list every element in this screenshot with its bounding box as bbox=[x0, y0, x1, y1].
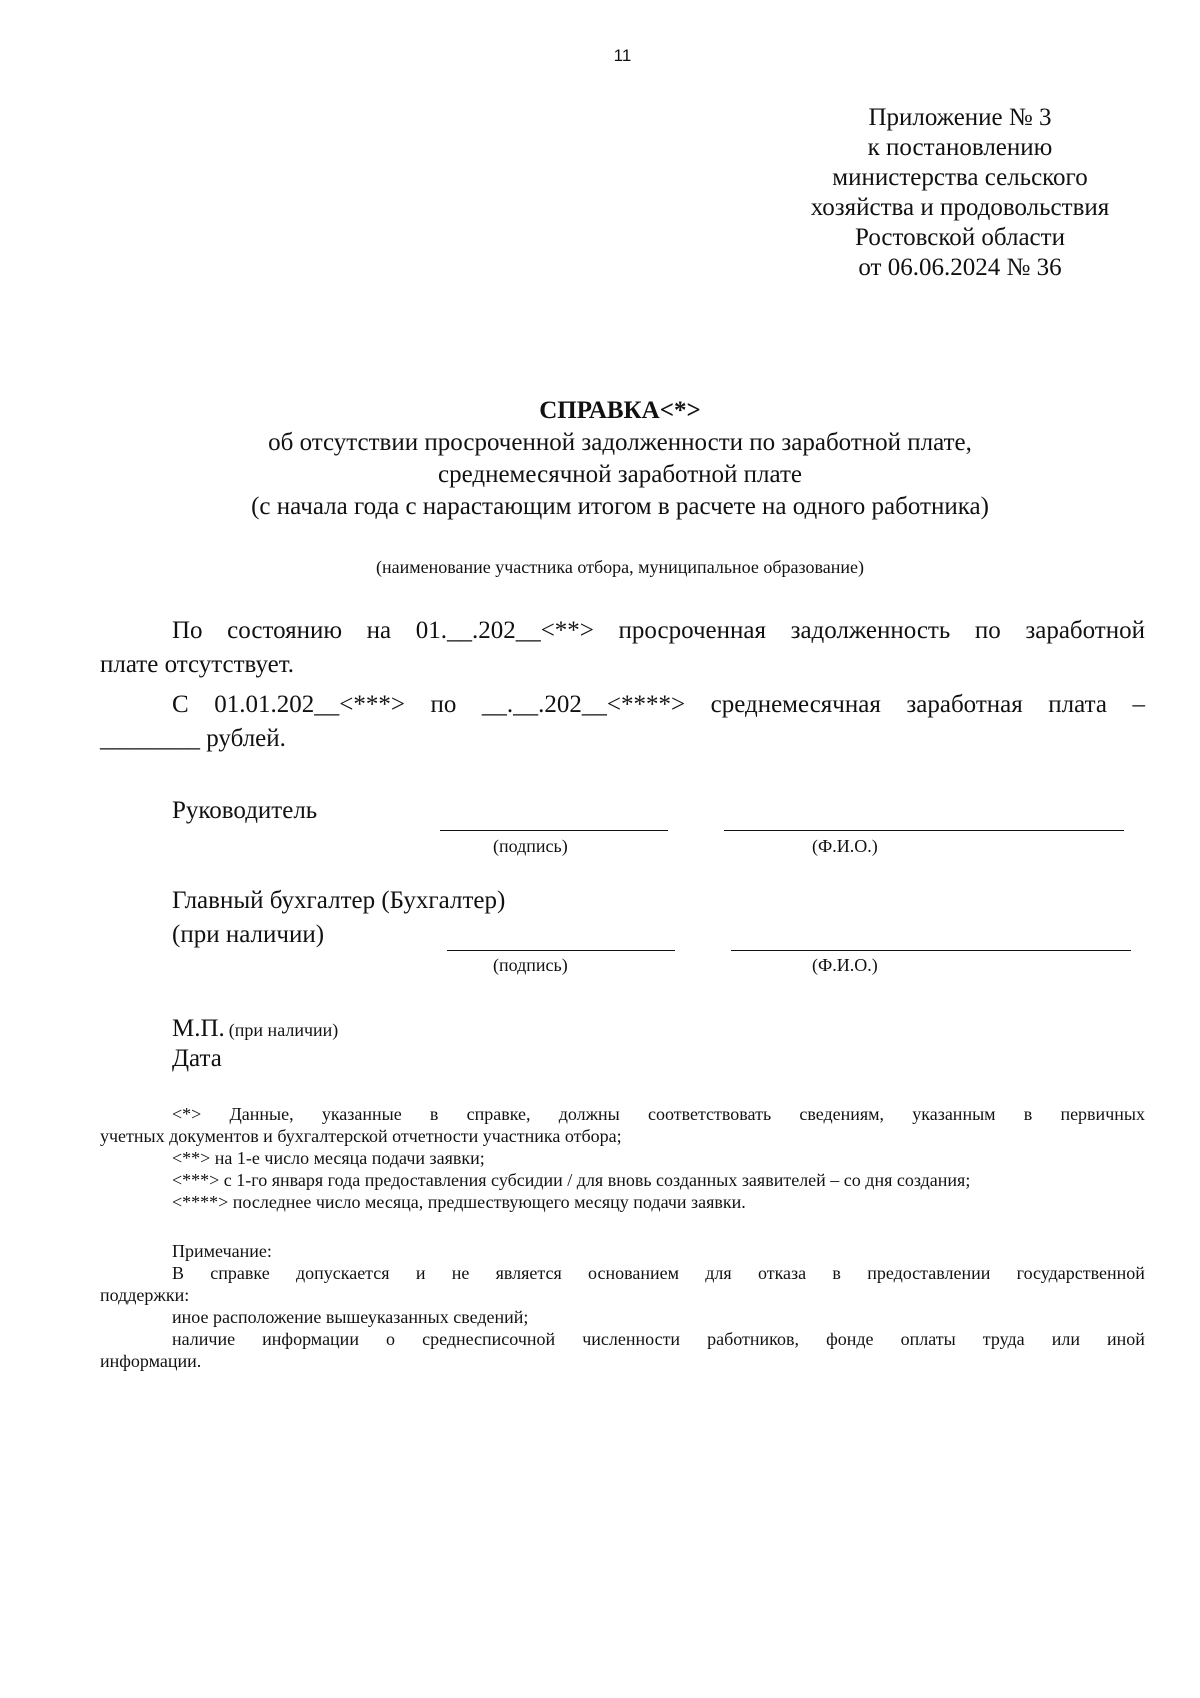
stamp-note: (при наличии) bbox=[228, 1020, 339, 1040]
accountant-label-note: (при наличии) bbox=[172, 921, 325, 948]
word: заработной bbox=[1025, 617, 1145, 644]
stamp-place bbox=[172, 1015, 338, 1043]
word: труда bbox=[982, 1329, 1025, 1349]
word: состоянию bbox=[227, 617, 343, 644]
word: о bbox=[386, 1329, 396, 1349]
word: По bbox=[172, 617, 203, 644]
word: заработная bbox=[906, 691, 1023, 718]
paragraph-line: плате отсутствует. bbox=[100, 651, 295, 678]
note-line: иное расположение вышеуказанных сведений; bbox=[172, 1307, 529, 1327]
head-signature-line bbox=[440, 830, 668, 831]
justified-line bbox=[100, 688, 1145, 722]
word: __.__.202__<****> bbox=[481, 691, 686, 718]
word: должны bbox=[558, 1104, 620, 1124]
page-number: 11 bbox=[613, 46, 632, 65]
word: 01.__.202__<**> bbox=[415, 617, 594, 644]
word: информации bbox=[262, 1329, 359, 1349]
word: первичных bbox=[1060, 1104, 1145, 1124]
word: – bbox=[1132, 691, 1145, 718]
word: государственной bbox=[1016, 1263, 1145, 1283]
word: и bbox=[415, 1263, 426, 1283]
appendix-line: хозяйства и продовольствия bbox=[810, 194, 1110, 221]
word: сведениям, bbox=[799, 1104, 885, 1124]
word: наличие bbox=[172, 1329, 236, 1349]
word: на bbox=[366, 617, 392, 644]
appendix-line: к постановлению bbox=[867, 134, 1053, 161]
word: соответствовать bbox=[647, 1104, 772, 1124]
stamp-label: М.П. bbox=[172, 1015, 225, 1042]
footnote-line: <**> на 1-е число месяца подачи заявки; bbox=[172, 1148, 485, 1168]
word: является bbox=[495, 1263, 562, 1283]
note bbox=[100, 1240, 1145, 1372]
justified-line bbox=[100, 1103, 1145, 1125]
appendix-line: министерства сельского bbox=[832, 164, 1088, 191]
footnote-line: <****> последнее число месяца, предшествующего месяцу подачи заявки. bbox=[172, 1192, 746, 1212]
word: основанием bbox=[588, 1263, 679, 1283]
word: среднесписочной bbox=[422, 1329, 556, 1349]
paragraph-arrears bbox=[100, 614, 1145, 682]
word: плата bbox=[1048, 691, 1107, 718]
signature-caption: (подпись) bbox=[493, 836, 568, 856]
word: в bbox=[429, 1104, 439, 1124]
note-title: Примечание: bbox=[172, 1241, 272, 1261]
word: иной bbox=[1107, 1329, 1145, 1349]
word: не bbox=[451, 1263, 470, 1283]
head-label: Руководитель bbox=[172, 797, 318, 824]
justified-line bbox=[100, 1328, 1145, 1350]
appendix-line: от 06.06.2024 № 36 bbox=[858, 254, 1062, 281]
title-line: (с начала года с нарастающим итогом в расчете на одного работника) bbox=[251, 493, 989, 520]
word: <*> bbox=[172, 1104, 202, 1124]
note-line: информации. bbox=[100, 1351, 202, 1371]
word: указанным bbox=[912, 1104, 996, 1124]
appendix-line: Приложение № 3 bbox=[868, 104, 1052, 131]
word: численности bbox=[582, 1329, 681, 1349]
note-line: поддержки: bbox=[100, 1285, 190, 1305]
paragraph-average-salary bbox=[100, 688, 1145, 756]
word: предоставлении bbox=[867, 1263, 991, 1283]
name-caption: (Ф.И.О.) bbox=[812, 955, 878, 975]
name-caption: (Ф.И.О.) bbox=[812, 836, 878, 856]
word: оплаты bbox=[900, 1329, 956, 1349]
title-line: среднемесячной заработной плате bbox=[438, 461, 802, 488]
word: С bbox=[172, 691, 189, 718]
document-title bbox=[140, 395, 1100, 523]
word: справке bbox=[210, 1263, 270, 1283]
footnotes bbox=[100, 1103, 1145, 1213]
word: В bbox=[172, 1263, 185, 1283]
justified-line bbox=[100, 614, 1145, 648]
word: в bbox=[1023, 1104, 1033, 1124]
word: работников, bbox=[707, 1329, 800, 1349]
word: отказа bbox=[757, 1263, 807, 1283]
word: просроченная bbox=[618, 617, 766, 644]
word: фонде bbox=[826, 1329, 874, 1349]
word: задолженность bbox=[790, 617, 951, 644]
accountant-signature-line bbox=[447, 950, 675, 951]
word: указанные bbox=[321, 1104, 402, 1124]
accountant-name-line bbox=[731, 950, 1131, 951]
signature-caption: (подпись) bbox=[493, 955, 568, 975]
participant-caption: (наименование участника отбора, муниципальное образование) bbox=[375, 557, 865, 577]
word: по bbox=[430, 691, 457, 718]
footnote-line: учетных документов и бухгалтерской отчетности участника отбора; bbox=[100, 1126, 622, 1146]
title-line: об отсутствии просроченной задолженности по заработной плате, bbox=[268, 429, 972, 456]
word: в bbox=[832, 1263, 841, 1283]
word: для bbox=[705, 1263, 732, 1283]
date-label: Дата bbox=[172, 1045, 222, 1072]
appendix-header bbox=[740, 103, 1180, 283]
accountant-label: Главный бухгалтер (Бухгалтер) bbox=[172, 887, 506, 914]
word: по bbox=[974, 617, 1001, 644]
title-heading: СПРАВКА<*> bbox=[539, 397, 701, 424]
word: допускается bbox=[295, 1263, 390, 1283]
head-name-line bbox=[724, 830, 1124, 831]
word: среднемесячная bbox=[710, 691, 881, 718]
justified-line bbox=[100, 1262, 1145, 1284]
appendix-line: Ростовской области bbox=[855, 224, 1065, 251]
paragraph-line: ________ рублей. bbox=[100, 725, 286, 752]
word: Данные, bbox=[229, 1104, 294, 1124]
word: 01.01.202__<***> bbox=[214, 691, 405, 718]
word: или bbox=[1051, 1329, 1080, 1349]
word: справке, bbox=[466, 1104, 531, 1124]
footnote-line: <***> с 1-го января года предоставления субсидии / для вновь созданных заявителей – со дня создания; bbox=[172, 1170, 971, 1190]
